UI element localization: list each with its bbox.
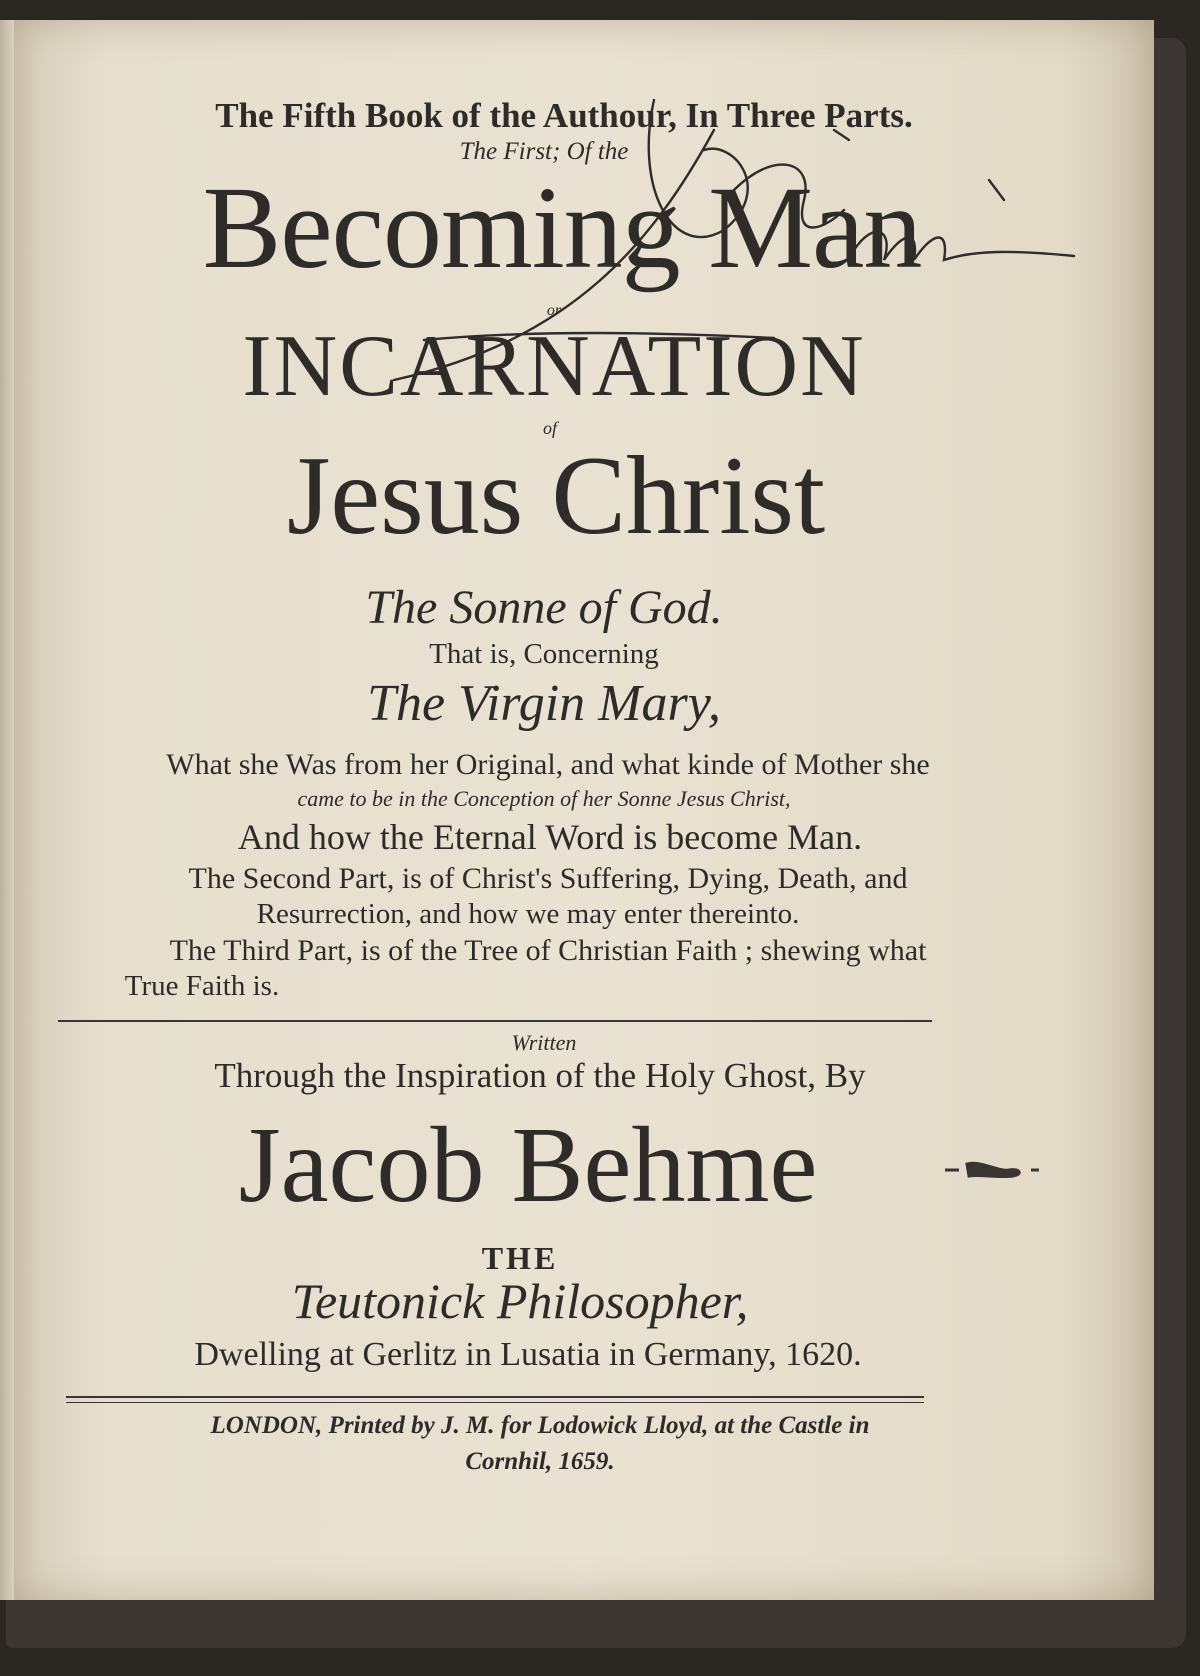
line-first-of-the: The First; Of the — [459, 138, 629, 165]
divider-rule-bottom-thin — [66, 1402, 924, 1403]
word-the: THE — [481, 1240, 559, 1276]
imprint-line-2: Cornhil, 1659. — [465, 1448, 615, 1475]
line-eternal-word: And how the Eternal Word is become Man. — [237, 817, 863, 857]
line-what-she-was: What she Was from her Original, and what kinde of Mother she — [166, 748, 930, 781]
word-written: Written — [511, 1030, 577, 1055]
title-incarnation: INCARNATION — [242, 318, 866, 415]
line-dwelling: Dwelling at Gerlitz in Lusatia in Germany, 1620. — [194, 1336, 862, 1373]
line-second-part-a: The Second Part, is of Christ's Suffering, Dying, Death, and — [188, 862, 908, 895]
imprint-line-1: LONDON, Printed by J. M. for Lodowick Lloyd, at the Castle in — [210, 1412, 870, 1439]
line-inspiration: Through the Inspiration of the Holy Ghost, By — [214, 1056, 866, 1095]
line-came-to-be: came to be in the Conception of her Sonne Jesus Christ, — [297, 786, 791, 811]
line-second-part-b: Resurrection, and how we may enter thereinto. — [256, 898, 800, 930]
title-jesus-christ: Jesus Christ — [286, 434, 826, 558]
title-becoming-man: Becoming Man — [202, 162, 922, 293]
line-third-part-b: True Faith is. — [124, 970, 280, 1002]
word-of: of — [542, 418, 557, 438]
title-page — [14, 20, 1154, 1600]
author-name: Jacob Behme — [238, 1106, 818, 1225]
subtitle-virgin-mary: The Virgin Mary, — [367, 675, 721, 732]
word-or: or — [546, 302, 562, 319]
divider-rule-top — [58, 1020, 932, 1022]
line-third-part-a: The Third Part, is of the Tree of Christian Faith ; shewing what — [169, 934, 927, 967]
divider-rule-bottom — [66, 1396, 924, 1398]
line-that-is: That is, Concerning — [429, 638, 659, 670]
subtitle-sonne-of-god: The Sonne of God. — [365, 581, 723, 634]
line-fifth-book: The Fifth Book of the Authour, In Three Parts. — [215, 96, 913, 135]
author-epithet: Teutonick Philosopher, — [291, 1273, 749, 1329]
